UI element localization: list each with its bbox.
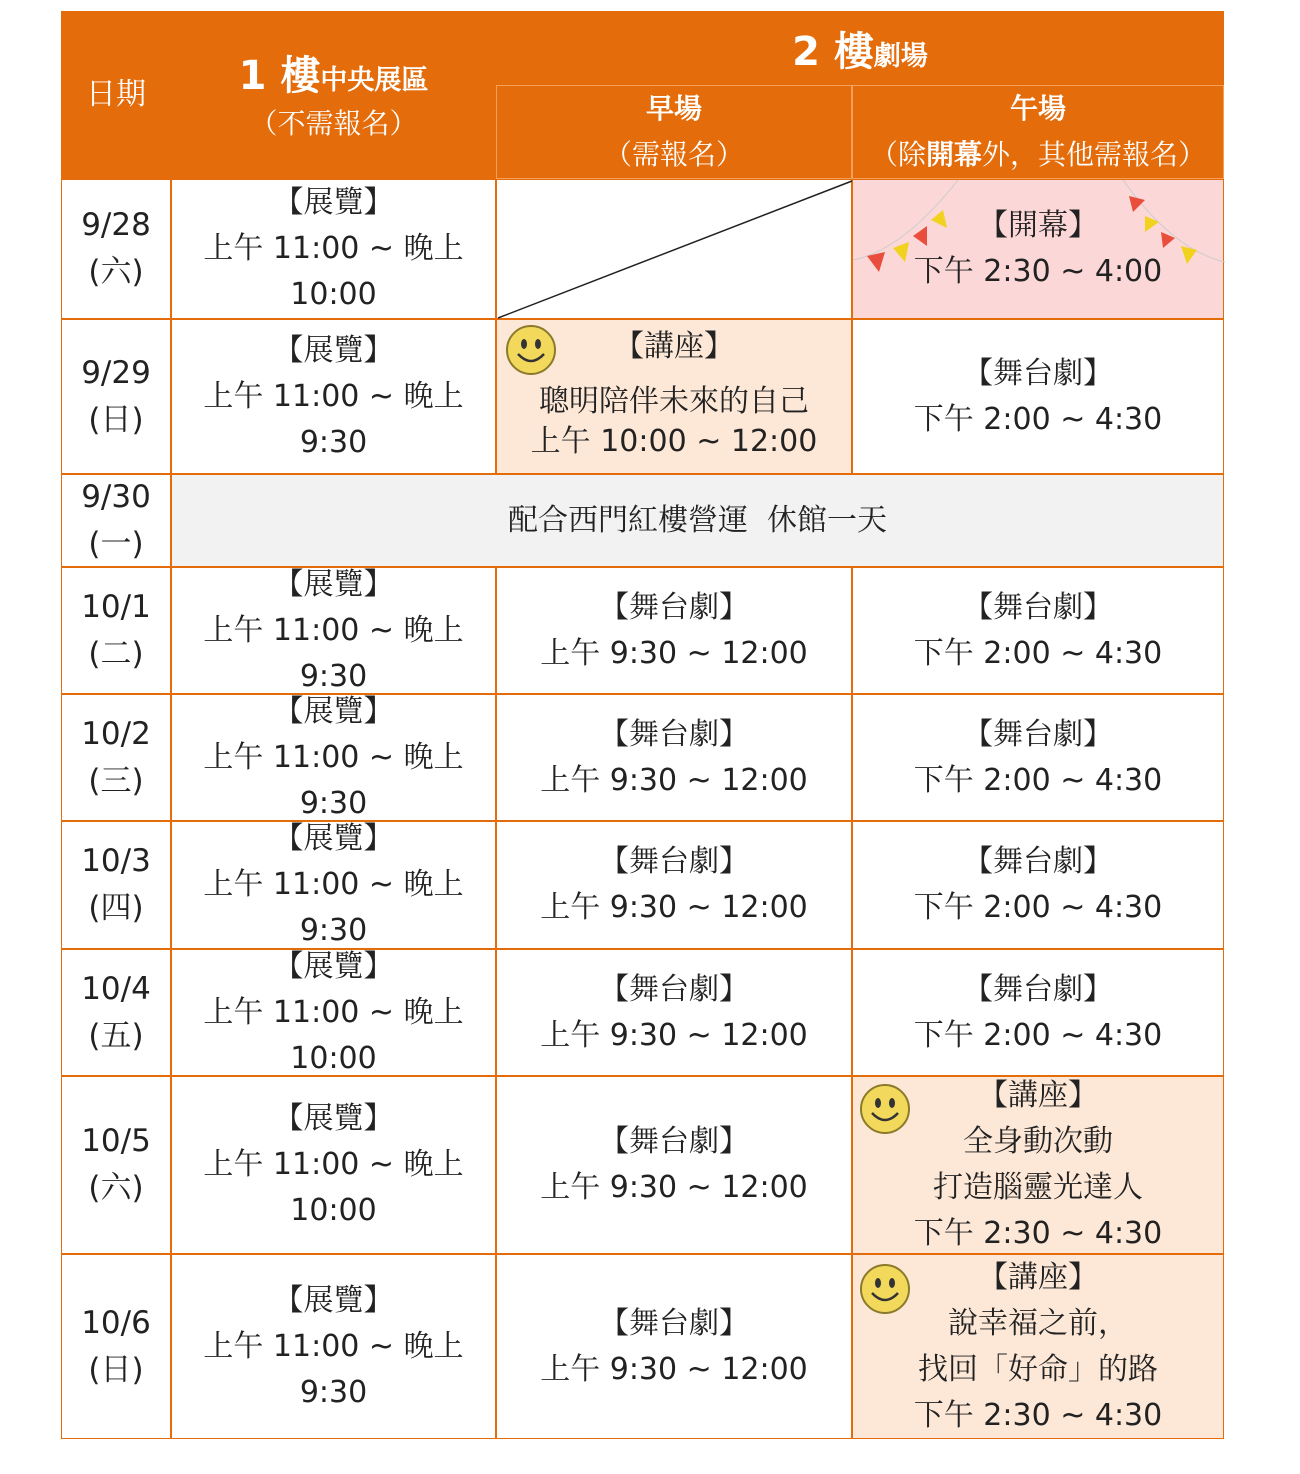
morning-note: （需報名） [603, 138, 744, 171]
floor1-note: （不需報名） [249, 106, 418, 140]
smiley-icon [505, 324, 557, 376]
stage-cell: 【舞台劇】 上午 9:30 ~ 12:00 [496, 567, 852, 694]
date-header-label: 日期 [86, 77, 146, 112]
date-cell: 10/5 (六) [61, 1076, 171, 1254]
smiley-icon [859, 1263, 911, 1315]
floor1-title: 1 樓中央展區 [238, 52, 429, 99]
date-cell: 9/28 (六) [61, 179, 171, 319]
lecture-cell: 【講座】 說幸福之前， 找回「好命」的路 下午 2:30 ~ 4:30 [852, 1254, 1224, 1439]
stage-cell: 【舞台劇】 下午 2:00 ~ 4:30 [852, 319, 1224, 474]
smiley-icon [859, 1083, 911, 1135]
stage-cell: 【舞台劇】 上午 9:30 ~ 12:00 [496, 1254, 852, 1439]
header-floor1 [171, 11, 496, 179]
date-cell: 10/1 (二) [61, 567, 171, 694]
date-cell: 10/4 (五) [61, 949, 171, 1076]
stage-cell: 【舞台劇】 下午 2:00 ~ 4:30 [852, 694, 1224, 821]
header-afternoon [852, 85, 1224, 179]
stage-cell: 【舞台劇】 上午 9:30 ~ 12:00 [496, 1076, 852, 1254]
exhibit-cell: 【展覽】 上午 11:00 ~ 晚上 10:00 [171, 1076, 496, 1254]
stage-cell: 【舞台劇】 下午 2:00 ~ 4:30 [852, 821, 1224, 949]
exhibit-cell: 【展覽】 上午 11:00 ~ 晚上 10:00 [171, 179, 496, 319]
header-floor2 [496, 11, 1224, 85]
exhibit-cell: 【展覽】 上午 11:00 ~ 晚上 9:30 [171, 1254, 496, 1439]
diagonal-line [497, 180, 853, 320]
date-cell: 10/6 (日) [61, 1254, 171, 1439]
exhibit-cell: 【展覽】 上午 11:00 ~ 晚上 9:30 [171, 319, 496, 474]
afternoon-title: 午場 [1009, 92, 1066, 125]
stage-cell: 【舞台劇】 上午 9:30 ~ 12:00 [496, 694, 852, 821]
stage-cell: 【舞台劇】 下午 2:00 ~ 4:30 [852, 567, 1224, 694]
date-cell: 10/3 (四) [61, 821, 171, 949]
lecture-cell: 【講座】 聰明陪伴未來的自己 上午 10:00 ~ 12:00 [496, 319, 852, 474]
floor2-title: 2 樓劇場 [792, 28, 928, 75]
empty-morning-cell [496, 179, 852, 319]
afternoon-note: （除開幕外，其他需報名） [869, 138, 1207, 171]
lecture-cell: 【講座】 全身動次動 打造腦靈光達人 下午 2:30 ~ 4:30 [852, 1076, 1224, 1254]
closed-cell: 配合西門紅樓營運 休館一天 [171, 474, 1224, 567]
header-morning [496, 85, 852, 179]
morning-title: 早場 [645, 92, 702, 125]
opening-cell: 【開幕】 下午 2:30 ~ 4:00 [852, 179, 1224, 319]
stage-cell: 【舞台劇】 上午 9:30 ~ 12:00 [496, 821, 852, 949]
date-cell: 9/29 (日) [61, 319, 171, 474]
exhibit-cell: 【展覽】 上午 11:00 ~ 晚上 9:30 [171, 821, 496, 949]
header-date [61, 11, 171, 179]
date-cell: 10/2 (三) [61, 694, 171, 821]
stage-cell: 【舞台劇】 上午 9:30 ~ 12:00 [496, 949, 852, 1076]
schedule-table [61, 11, 1224, 1439]
date-cell: 9/30 (一) [61, 474, 171, 567]
exhibit-cell: 【展覽】 上午 11:00 ~ 晚上 9:30 [171, 567, 496, 694]
exhibit-cell: 【展覽】 上午 11:00 ~ 晚上 9:30 [171, 694, 496, 821]
exhibit-cell: 【展覽】 上午 11:00 ~ 晚上 10:00 [171, 949, 496, 1076]
stage-cell: 【舞台劇】 下午 2:00 ~ 4:30 [852, 949, 1224, 1076]
